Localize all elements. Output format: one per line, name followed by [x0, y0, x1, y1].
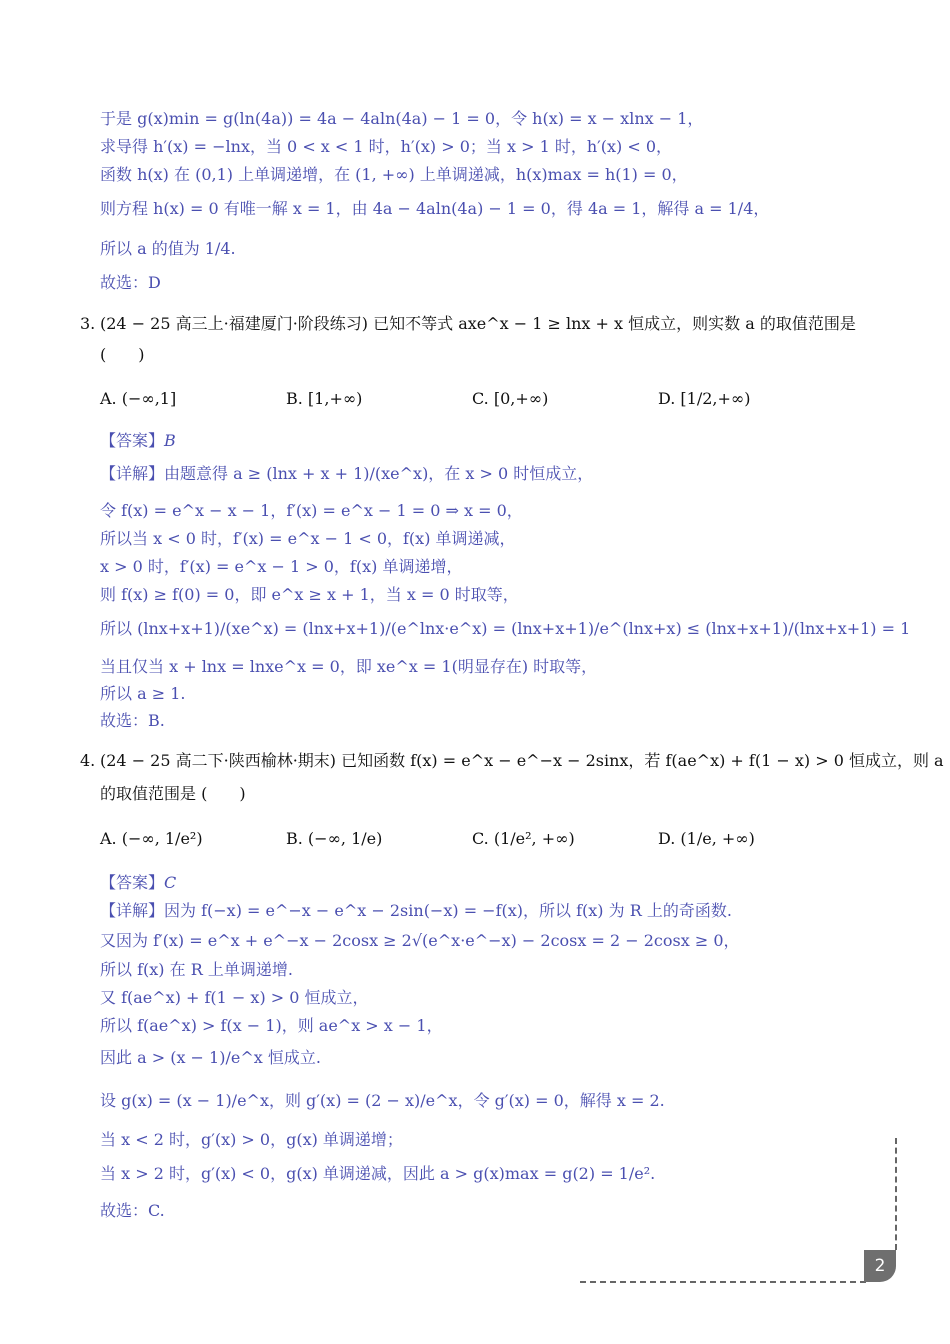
question-stem-blank: 的取值范围是 ( ) — [100, 784, 246, 803]
question-stem: (24 − 25 高二下·陕西榆林·期末) 已知函数 f(x) = e^x − e^−x − 2sinx，若 f(ae^x) + f(1 − x) > 0 恒成立，则 a — [100, 751, 944, 770]
detail-line: 故选：C. — [100, 1201, 165, 1220]
question-number: 3. — [80, 314, 96, 333]
solution-line: 所以 a 的值为 1/4. — [100, 239, 236, 258]
option-a: A. (−∞, 1/e²) — [100, 829, 203, 848]
page-border-vertical — [895, 1138, 897, 1250]
detail-line: 当 x > 2 时，g′(x) < 0，g(x) 单调递减，因此 a > g(x)max = g(2) = 1/e². — [100, 1164, 656, 1183]
detail-line: 故选：B. — [100, 711, 165, 730]
detail-line: 因此 a > (x − 1)/e^x 恒成立. — [100, 1048, 321, 1067]
answer-label: 【答案】 — [100, 873, 165, 892]
detail-text: 因为 f(−x) = e^−x − e^x − 2sin(−x) = −f(x)，所以 f(x) 为 R 上的奇函数. — [164, 901, 732, 920]
detail-line — [100, 463, 593, 485]
detail-line: x > 0 时，f′(x) = e^x − 1 > 0，f(x) 单调递增， — [100, 557, 463, 576]
answer-line — [100, 872, 176, 894]
solution-line: 故选：D — [100, 273, 161, 292]
solution-line: 于是 g(x)min = g(ln(4a)) = 4a − 4aln(4a) − 1 = 0，令 h(x) = x − xlnx − 1， — [100, 109, 704, 128]
detail-line: 当 x < 2 时，g′(x) > 0，g(x) 单调递增； — [100, 1130, 403, 1149]
detail-line: 所以 a ≥ 1. — [100, 684, 186, 703]
option-b: B. (−∞, 1/e) — [286, 829, 383, 848]
detail-line: 又因为 f′(x) = e^x + e^−x − 2cosx ≥ 2√(e^x·e^−x) − 2cosx = 2 − 2cosx ≥ 0， — [100, 931, 740, 950]
detail-line: 令 f(x) = e^x − x − 1，f′(x) = e^x − 1 = 0 ⇒ x = 0， — [100, 501, 523, 520]
detail-label: 【详解】 — [100, 464, 165, 483]
detail-line: 又 f(ae^x) + f(1 − x) > 0 恒成立， — [100, 988, 369, 1007]
option-d: D. (1/e, +∞) — [658, 829, 755, 848]
page-number: 2 — [864, 1250, 896, 1282]
option-b: B. [1,+∞) — [286, 389, 363, 408]
option-a: A. (−∞,1] — [100, 389, 177, 408]
answer-label: 【答案】 — [100, 431, 165, 450]
answer-line — [100, 430, 176, 452]
detail-line — [100, 900, 732, 922]
solution-line: 函数 h(x) 在 (0,1) 上单调递增，在 (1, +∞) 上单调递减，h(x)max = h(1) = 0， — [100, 165, 688, 184]
solution-line: 求导得 h′(x) = −lnx，当 0 < x < 1 时，h′(x) > 0；当 x > 1 时，h′(x) < 0， — [100, 137, 673, 156]
question-stem: (24 − 25 高三上·福建厦门·阶段练习) 已知不等式 axe^x − 1 ≥ lnx + x 恒成立，则实数 a 的取值范围是 — [100, 314, 856, 333]
answer-value: C — [164, 873, 177, 892]
option-c: C. [0,+∞) — [472, 389, 549, 408]
detail-line: 则 f(x) ≥ f(0) = 0，即 e^x ≥ x + 1，当 x = 0 时取等， — [100, 585, 519, 604]
solution-line: 则方程 h(x) = 0 有唯一解 x = 1，由 4a − 4aln(4a) − 1 = 0，得 4a = 1，解得 a = 1/4， — [100, 199, 770, 218]
detail-line: 所以 f(ae^x) > f(x − 1)，则 ae^x > x − 1， — [100, 1016, 443, 1035]
question-number: 4. — [80, 751, 96, 770]
detail-label: 【详解】 — [100, 901, 165, 920]
detail-line: 所以 (lnx+x+1)/(xe^x) = (lnx+x+1)/(e^lnx·e^x) = (lnx+x+1)/e^(lnx+x) ≤ (lnx+x+1)/(lnx+x+1) = 1 — [100, 619, 911, 638]
detail-line: 设 g(x) = (x − 1)/e^x，则 g′(x) = (2 − x)/e^x，令 g′(x) = 0，解得 x = 2. — [100, 1091, 665, 1110]
detail-line: 所以当 x < 0 时，f′(x) = e^x − 1 < 0，f(x) 单调递减， — [100, 529, 516, 548]
detail-text: 由题意得 a ≥ (lnx + x + 1)/(xe^x)，在 x > 0 时恒成立， — [164, 464, 594, 483]
option-c: C. (1/e², +∞) — [472, 829, 575, 848]
page-border-horizontal — [580, 1281, 866, 1283]
question-stem-blank: ( ) — [100, 345, 145, 364]
option-d: D. [1/2,+∞) — [658, 389, 751, 408]
detail-line: 所以 f(x) 在 R 上单调递增. — [100, 960, 293, 979]
answer-value: B — [164, 431, 176, 450]
detail-line: 当且仅当 x + lnx = lnxe^x = 0，即 xe^x = 1(明显存在) 时取等， — [100, 657, 598, 676]
